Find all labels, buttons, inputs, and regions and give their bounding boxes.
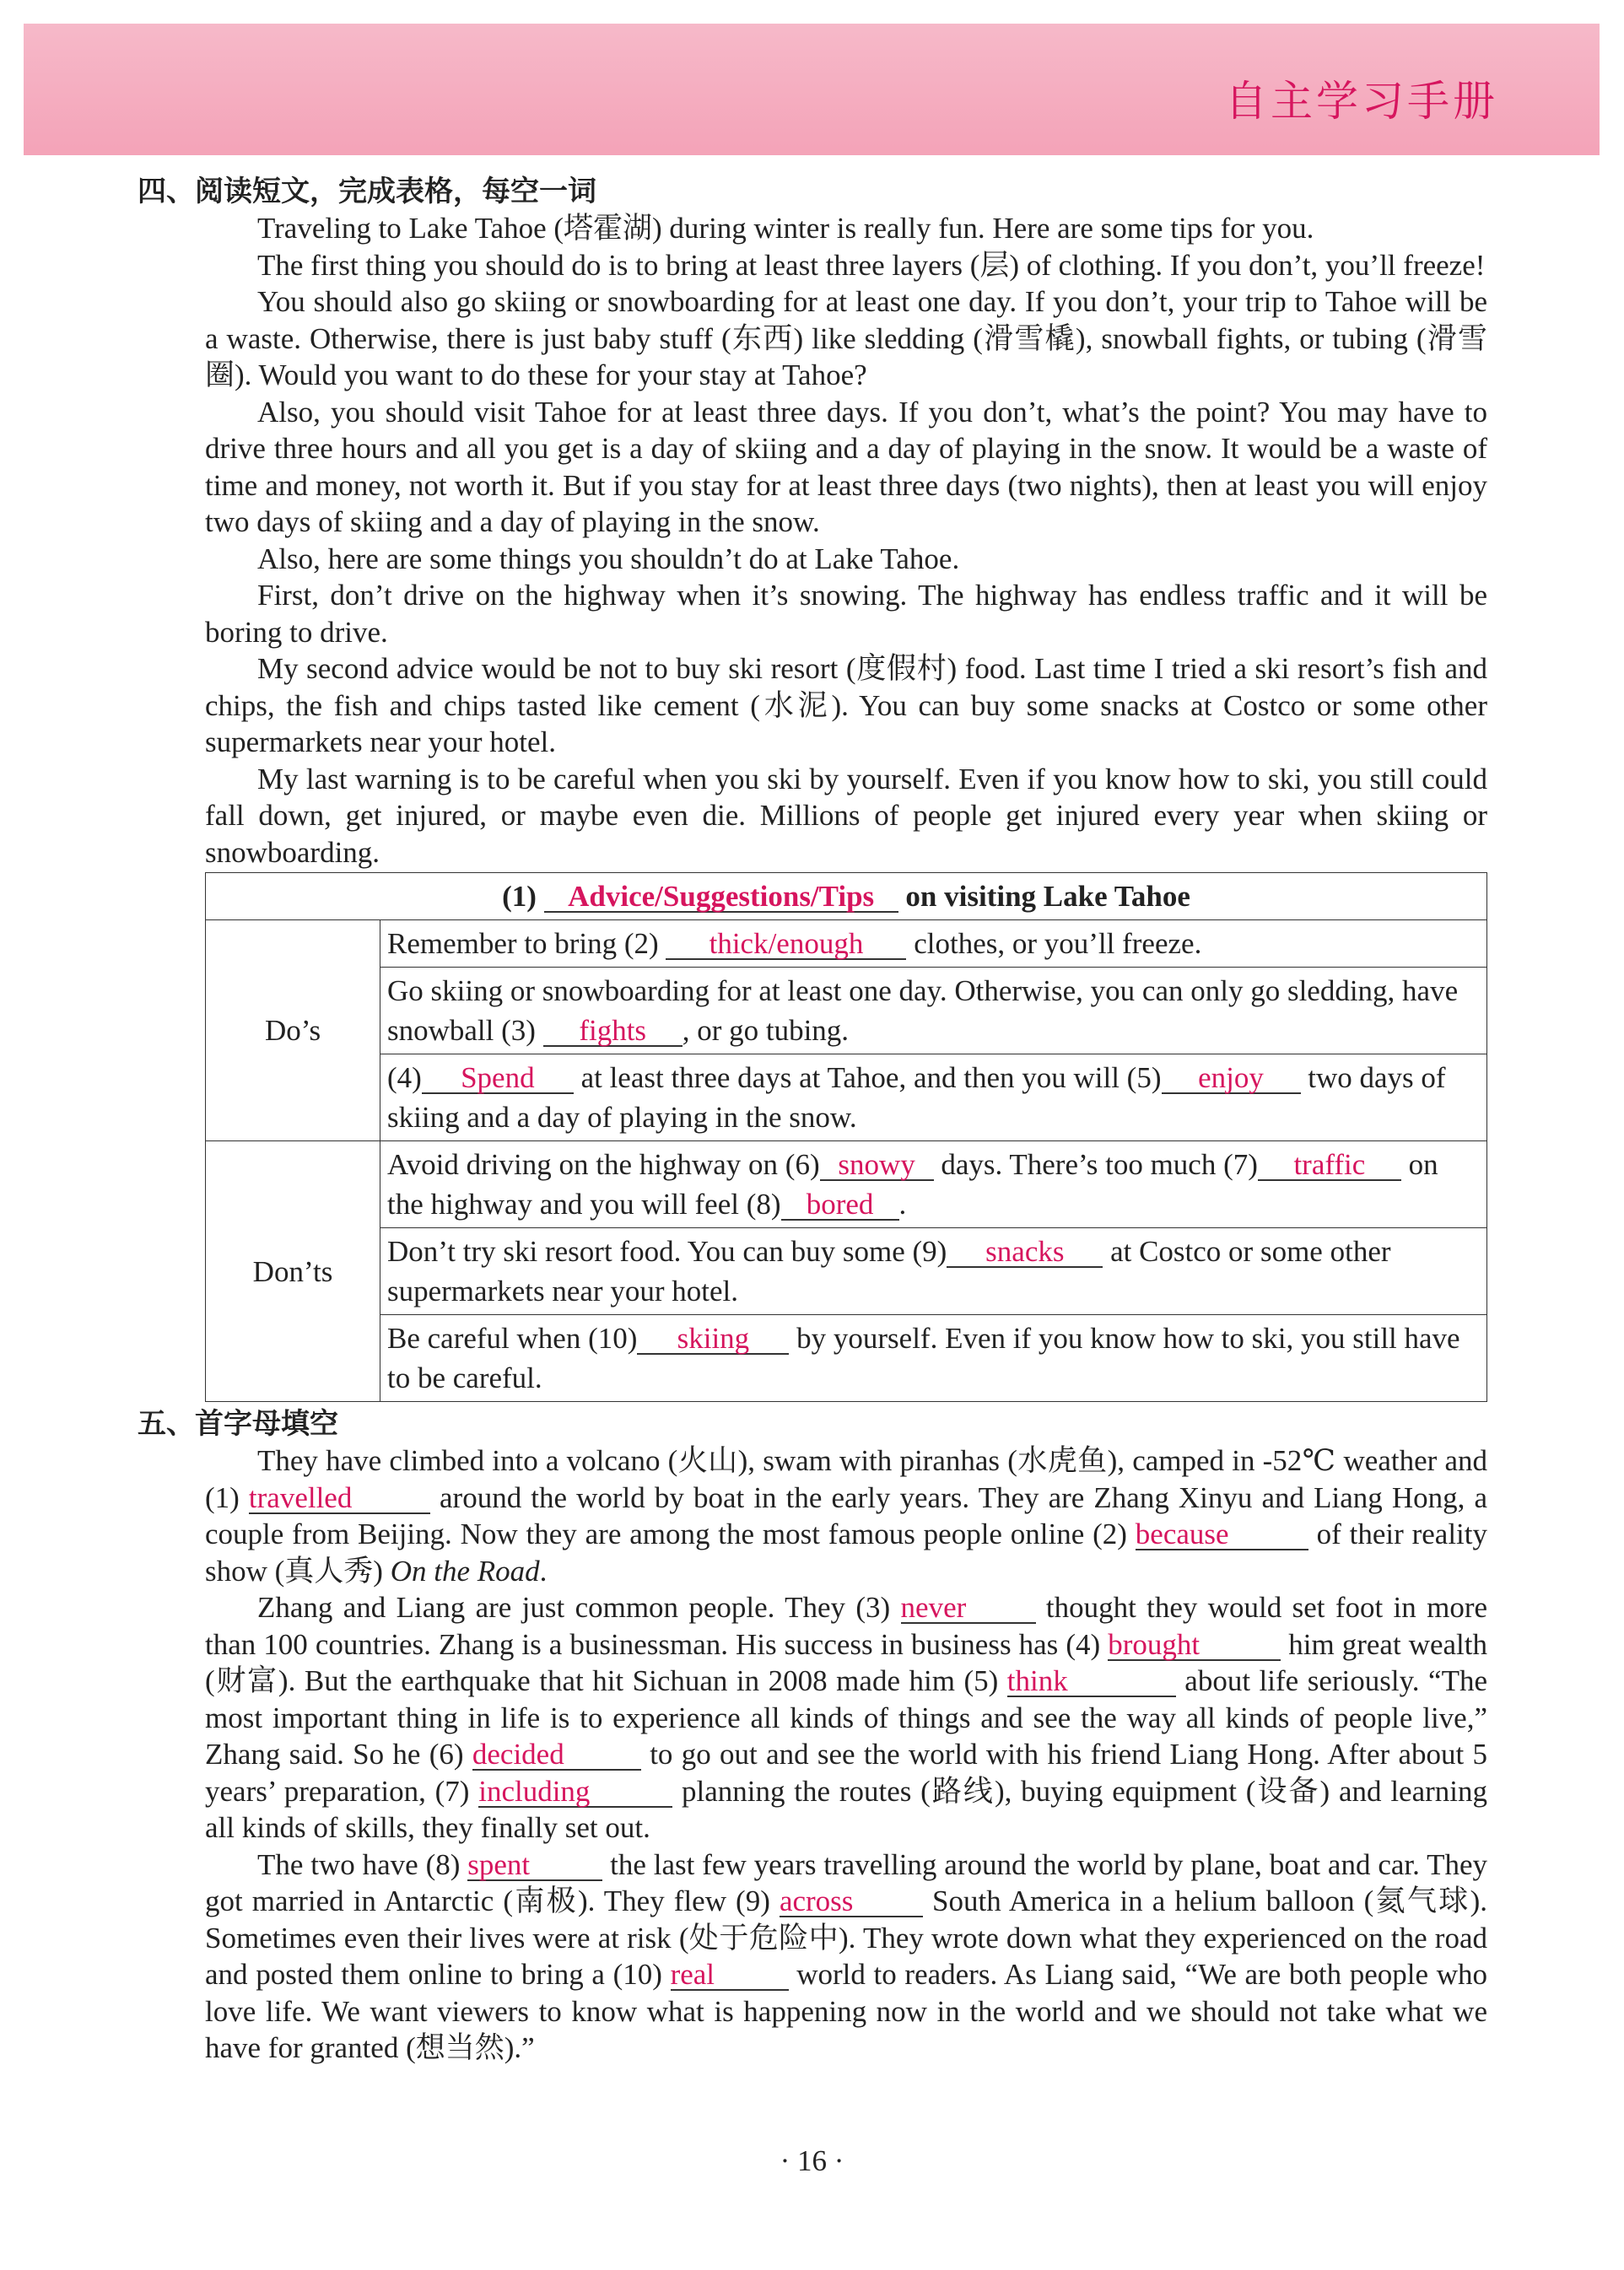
table-cell: Go skiing or snowboarding for at least one day. Otherwise, you can only go sledding, have snowball (3) fights , or go tubing. — [380, 968, 1487, 1054]
passage-paragraph: My second advice would be not to buy ski resort (度假村) food. Last time I tried a ski resort’s fish and chips, the fish and chips tasted like cement (水泥). You can buy some snacks at Costco or some other supermarkets near your hotel. — [205, 652, 1487, 758]
section-4-heading: 四、阅读短文，完成表格，每空一词 — [138, 175, 596, 208]
table-cell: Don’t try ski resort food. You can buy some (9) snacks at Costco or some other supermarkets near your hotel. — [380, 1228, 1487, 1315]
donts-label: Don’ts — [206, 1141, 380, 1402]
passage-paragraph: First, don’t drive on the highway when it’s snowing. The highway has endless traffic and it will be boring to drive. — [205, 579, 1487, 649]
table-header-row — [206, 873, 1487, 920]
answer-blank: decided — [472, 1740, 641, 1771]
answer-blank: including — [478, 1777, 672, 1808]
passage-paragraph: Also, here are some things you shouldn’t do at Lake Tahoe. — [257, 542, 960, 575]
answer-blank: bored — [781, 1190, 899, 1221]
table-cell: Avoid driving on the highway on (6) snowy days. There’s too much (7) traffic on the highway and you will feel (8) bored . — [380, 1141, 1487, 1228]
answer-blank: snacks — [947, 1237, 1103, 1268]
answer-blank: traffic — [1258, 1151, 1401, 1181]
page-content — [138, 173, 1488, 2067]
answer-blank: across — [780, 1887, 923, 1917]
answer-blank: fights — [543, 1016, 683, 1047]
page-number: · 16 · — [780, 2144, 844, 2177]
cloze-paragraph: The two have (8) spent the last few years travelling around the world by plane, boat and car. They got married in Antarctic (南极). They flew (9) across South America in a helium balloon (氦气球). Sometimes even their lives were at risk (处于危险中). They wrote down what they experienced on the road and posted them online to bring a (10) real world to readers. As Liang said, “We are both people who love life. We want viewers to know what is happening now in the world and we should not take what we have for granted (想当然).” — [205, 1847, 1488, 2064]
passage-paragraph: Traveling to Lake Tahoe (塔霍湖) during winter is really fun. Here are some tips for you. — [257, 212, 1314, 245]
table-row — [206, 920, 1487, 968]
answer-blank: Advice/Suggestions/Tips — [544, 882, 898, 913]
table-row — [206, 968, 1487, 1054]
show-title: On the Road — [390, 1554, 540, 1588]
section-5-heading: 五、首字母填空 — [138, 1407, 338, 1441]
answer-blank: brought — [1108, 1631, 1281, 1661]
header-banner — [24, 24, 1600, 155]
table-row — [206, 1054, 1487, 1141]
passage-paragraph: You should also go skiing or snowboarding for at least one day. If you don’t, your trip to Tahoe will be a waste. Otherwise, there is just baby stuff (东西) like sledding (滑雪橇), snowball fights, or tubing (滑雪圈). Would you want to do these for your stay at Tahoe? — [205, 285, 1487, 391]
answer-blank: thick/enough — [666, 930, 906, 960]
cloze-paragraph: Zhang and Liang are just common people. They (3) never thought they would set foot in more than 100 countries. Zhang is a businessman. His success in business has (4) brought him great wealth (财富). But the earthquake that hit Sichuan in 2008 made him (5) think about life seriously. “The most important thing in life is to experience all kinds of things and see the way all kinds of people live,” Zhang said. So he (6) decided to go out and see the world with his friend Liang Hong. After about 5 years’ preparation, (7) including planning the routes (路线), buying equipment (设备) and learning all kinds of skills, they finally set out. — [205, 1591, 1488, 1844]
passage-paragraph: Also, you should visit Tahoe for at least three days. If you don’t, what’s the point? You may have to drive three hours and all you get is a day of skiing and a day of playing in the snow. It would be a waste of time and money, not worth it. But if you stay for at least three days (two nights), then at least you will enjoy two days of skiing and a day of playing in the snow. — [205, 395, 1487, 538]
answer-blank: never — [901, 1593, 1036, 1624]
answer-blank: snowy — [820, 1151, 934, 1181]
answer-blank: skiing — [637, 1324, 789, 1355]
answer-blank: Spend — [422, 1064, 574, 1094]
table-row — [206, 1141, 1487, 1228]
cloze-paragraph: They have climbed into a volcano (火山), swam with piranhas (水虎鱼), camped in -52℃ weather and (1) travelled around the world by boat in the early years. They are Zhang Xinyu and Liang Hong, a couple from Beijing. Now they are among the most famous people online (2) because of their reality show (真人秀) On the Road. — [205, 1444, 1488, 1588]
table-row — [206, 1228, 1487, 1315]
answer-blank: spent — [467, 1851, 602, 1881]
answer-blank: enjoy — [1162, 1064, 1301, 1094]
answer-blank: because — [1136, 1520, 1308, 1550]
dos-label: Do’s — [206, 920, 380, 1141]
table-row — [206, 1315, 1487, 1402]
table-cell: Remember to bring (2) thick/enough clothes, or you’ll freeze. — [380, 920, 1487, 968]
table-title: (1) Advice/Suggestions/Tips on visiting Lake Tahoe — [206, 873, 1487, 920]
summary-table — [205, 872, 1487, 1402]
table-cell: Be careful when (10) skiing by yourself. Even if you know how to ski, you still have to be careful. — [380, 1315, 1487, 1402]
passage-paragraph: The first thing you should do is to bring at least three layers (层) of clothing. If you don’t, you’ll freeze! — [257, 248, 1486, 282]
answer-blank: real — [671, 1960, 789, 1991]
answer-blank: travelled — [249, 1484, 430, 1514]
passage-paragraph: My last warning is to be careful when you ski by yourself. Even if you know how to ski, you still could fall down, get injured, or maybe even die. Millions of people get injured every year when skiing or snowboarding. — [205, 762, 1487, 869]
answer-blank: think — [1007, 1667, 1176, 1697]
book-title: 自主学习手册 — [1225, 77, 1498, 126]
table-cell: (4) Spend at least three days at Tahoe, and then you will (5) enjoy two days of skiing and a day of playing in the snow. — [380, 1054, 1487, 1141]
